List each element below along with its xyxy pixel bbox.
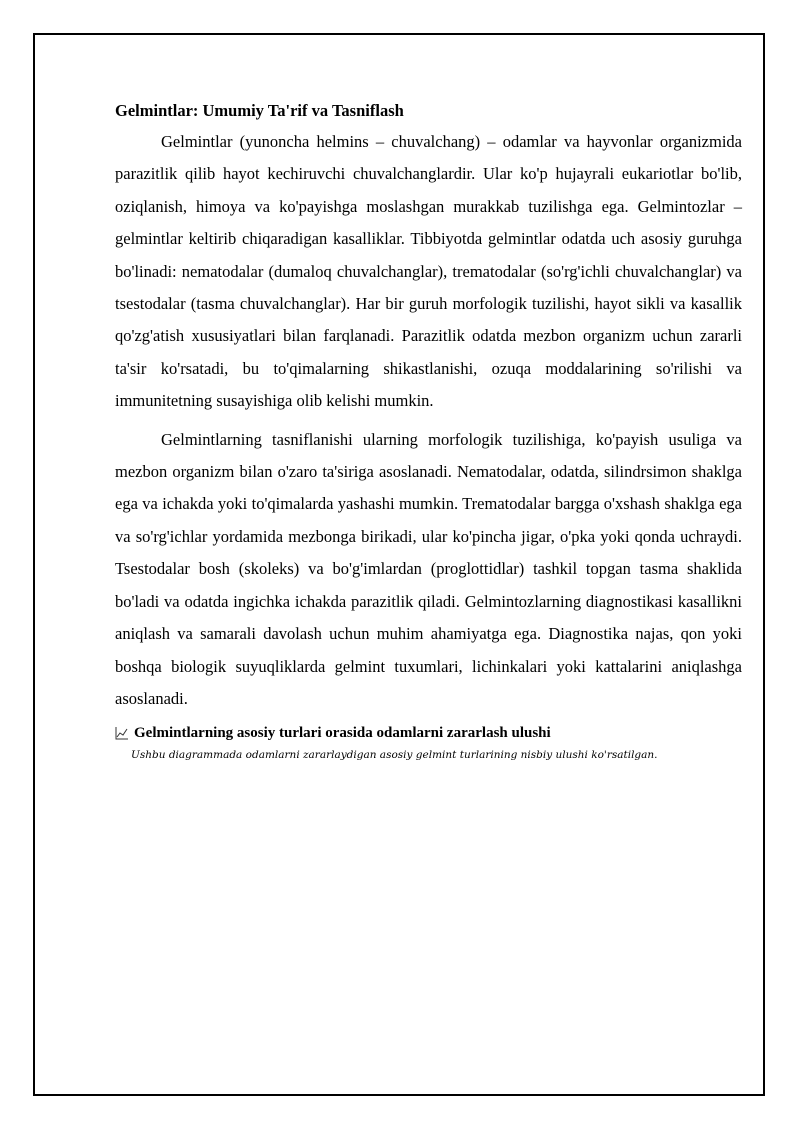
document-body	[115, 98, 742, 764]
figure-caption	[115, 723, 742, 743]
figure-title: Gelmintlarning asosiy turlari orasida odamlarni zararlash ulushi	[134, 725, 551, 742]
paragraph-classification: Gelmintlarning tasniflanishi ularning morfologik tuzilishiga, ko'payish usuliga va mezbon organizm bilan o'zaro ta'siriga asoslanadi. Nematodalar, odatda, silindrsimon shaklga ega va ichakda yoki to'qimalarda yashashi mumkin. Trematodalar bargga o'xshash shaklga ega va so'rg'ichlar yordamida mezbonga birikadi, ular ko'pincha jigar, o'pka yoki qonda uchraydi. Tsestodalar bosh (skoleks) va bo'g'imlardan (proglottidlar) tashkil topgan tasma shaklida bo'ladi va odatda ingichka ichakda parazitlik qiladi. Gelmintozlarning diagnostikasi kasallikni aniqlash va samarali davolash uchun muhim ahamiyatga ega. Diagnostika najas, qon yoki boshqa biologik suyuqliklarda gelmint tuxumlari, lichinkalari yoki kattalarini aniqlashga asoslanadi.	[115, 429, 742, 708]
document-heading: Gelmintlar: Umumiy Ta'rif va Tasniflash	[115, 101, 404, 120]
figure-subtitle: Ushbu diagrammada odamlarni zararlaydigan asosiy gelmint turlarining nisbiy ulushi ko'rsatilgan.	[131, 749, 658, 762]
chart-icon	[115, 726, 129, 740]
paragraph-definition: Gelmintlar (yunoncha helmins – chuvalchang) – odamlar va hayvonlar organizmida parazitlik qilib hayot kechiruvchi chuvalchanglardir. Ular ko'p hujayrali eukariotlar bo'lib, oziqlanish, himoya va ko'payishga moslashgan murakkab tuzilishga ega. Gelmintozlar – gelmintlar keltirib chiqaradigan kasalliklar. Tibbiyotda gelmintlar odatda uch asosiy guruhga bo'linadi: nematodalar (dumaloq chuvalchanglar), trematodalar (so'rg'ichli chuvalchanglar) va tsestodalar (tasma chuvalchanglar). Har bir guruh morfologik tuzilishi, hayot sikli va kasallik qo'zg'atish xususiyatlari bilan farqlanadi. Parazitlik odatda mezbon organizm uchun zararli ta'sir ko'rsatadi, bu to'qimalarning shikastlanishi, ozuqa moddalarining so'rilishi va immunitetning susayishiga olib kelishi mumkin.	[115, 132, 742, 411]
